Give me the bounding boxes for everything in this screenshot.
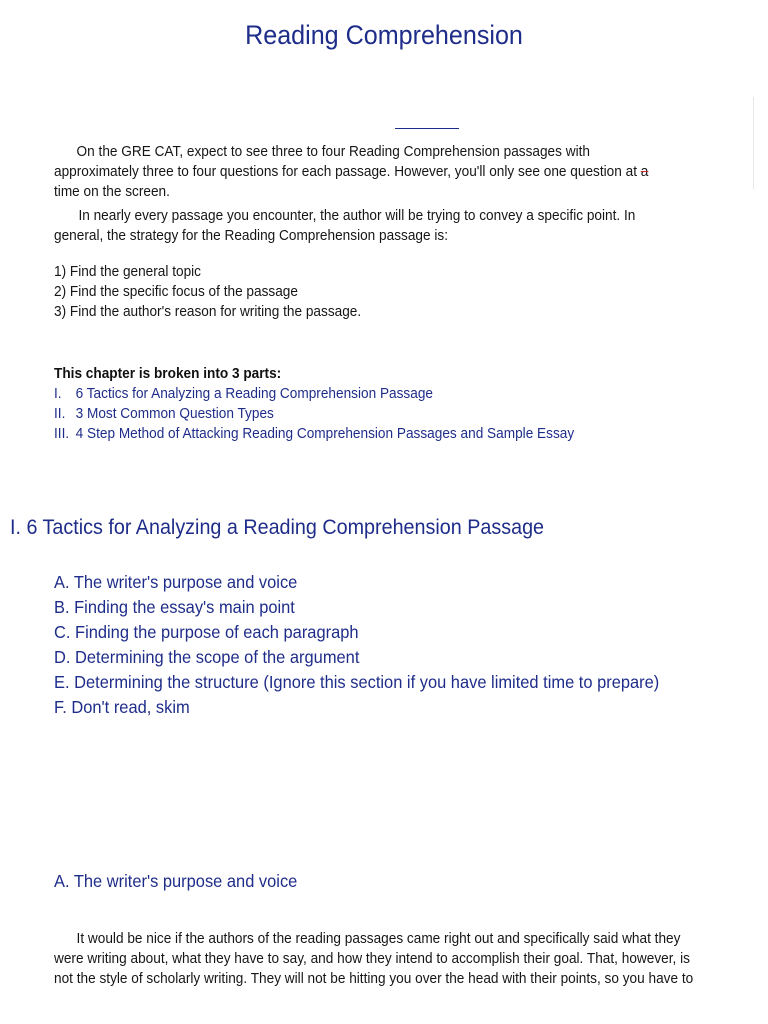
subsection-heading: A. The writer's purpose and voice (54, 871, 298, 891)
chapter-part-numeral: III. (54, 426, 70, 442)
title-divider (395, 128, 459, 129)
section-heading: I. 6 Tactics for Analyzing a Reading Comprehension Passage (10, 516, 545, 539)
strategy-text: In nearly every passage you encounter, the author will be trying to convey a specific point. In general, the strategy for the Reading Comprehension passage is: (54, 208, 636, 244)
tactic-item: F. Don't read, skim (54, 697, 190, 717)
page-title: Reading Comprehension (245, 20, 523, 50)
purpose-paragraph (54, 929, 708, 989)
tactic-item: A. The writer's purpose and voice (54, 572, 298, 592)
tactic-item: B. Finding the essay's main point (54, 597, 295, 617)
tactics-list (54, 570, 659, 720)
chapter-part-link[interactable] (54, 424, 574, 444)
strategy-step: 3) Find the author's reason for writing the passage. (54, 304, 362, 320)
strategy-steps (54, 262, 674, 322)
chapter-part-link[interactable] (54, 404, 574, 424)
intro-text-end: time on the screen. (54, 184, 170, 200)
chapter-part-numeral: II. (54, 406, 66, 422)
intro-paragraph (54, 142, 674, 202)
strategy-paragraph (54, 206, 674, 246)
tactic-item: D. Determining the scope of the argument (54, 647, 360, 667)
chapter-part-numeral: I. (54, 386, 62, 402)
chapter-parts-list (54, 384, 574, 444)
strategy-step: 1) Find the general topic (54, 264, 201, 280)
tactic-item: E. Determining the structure (Ignore this section if you have limited time to prepare) (54, 672, 660, 692)
chapter-part-text: 4 Step Method of Attacking Reading Comprehension Passages and Sample Essay (75, 426, 575, 442)
chapter-part-text: 3 Most Common Question Types (75, 406, 274, 422)
page-edge-line (753, 97, 754, 189)
chapter-part-link[interactable] (54, 384, 574, 404)
chapter-heading: This chapter is broken into 3 parts: (54, 366, 282, 382)
strategy-step: 2) Find the specific focus of the passage (54, 284, 298, 300)
intro-text-start: On the GRE CAT, expect to see three to four Reading Comprehension passages with approximately three to four questions for each passage. However, you'll only see one question at (54, 144, 641, 180)
struck-word: a (640, 164, 649, 180)
purpose-text: It would be nice if the authors of the reading passages came right out and specifically said what they were writing about, what they have to say, and how they intend to accomplish their goal. That, however, is not the style of scholarly writing. They will not be hitting you over the head with their points, so you have to (54, 931, 694, 987)
chapter-part-text: 6 Tactics for Analyzing a Reading Comprehension Passage (75, 386, 433, 402)
tactic-item: C. Finding the purpose of each paragraph (54, 622, 359, 642)
